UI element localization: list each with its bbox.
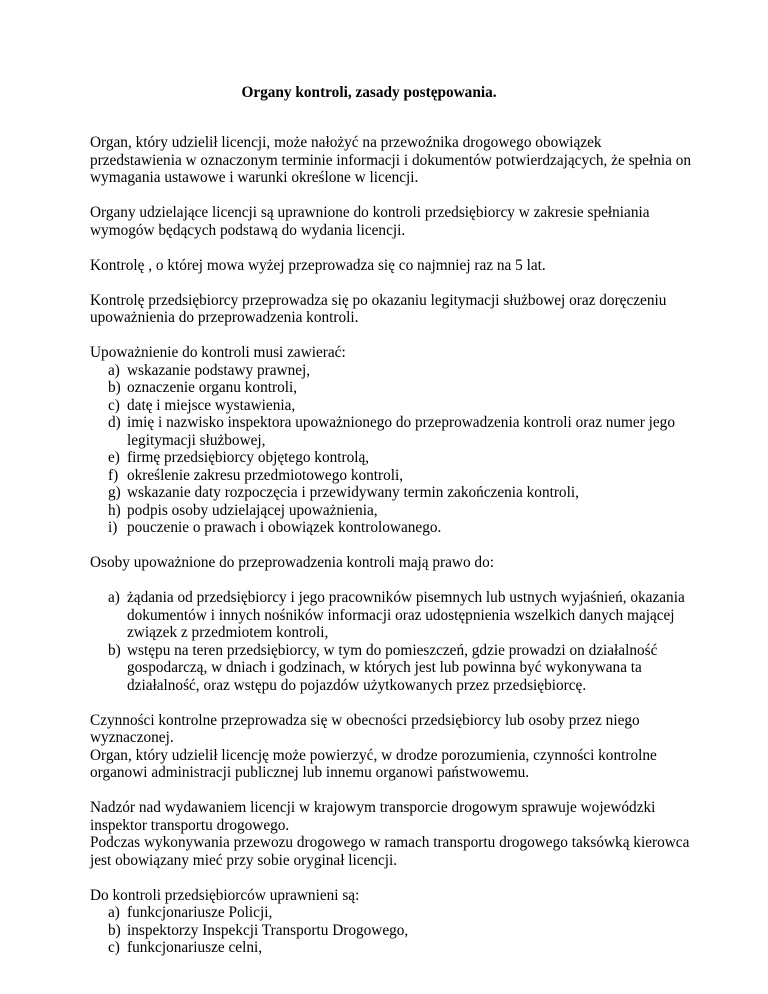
list-item-text: funkcjonariusze celni, <box>127 939 263 956</box>
spacer <box>90 694 695 712</box>
list-item-text: podpis osoby udzielającej upoważnienia, <box>127 501 378 519</box>
paragraph-5a: Czynności kontrolne przeprowadza się w obecności przedsiębiorcy lub osoby przez niego wyznaczonej. <box>90 711 640 746</box>
inspectors-list <box>90 904 695 957</box>
rights-list <box>90 589 695 694</box>
list-item <box>90 519 695 537</box>
list-item-text: pouczenie o prawach i obowiązek kontrolowanego. <box>127 519 442 536</box>
paragraph-2: Organy udzielające licencji są uprawnione do kontroli przedsiębiorcy w zakresie spełniania wymogów będących podstawą do wydania licencji. <box>90 204 650 239</box>
list-item-label: h) <box>108 501 121 519</box>
paragraph-6b: Podczas wykonywania przewozu drogowego w ramach transportu drogowego taksówką kierowca jest obowiązany mieć przy sobie oryginał licencji. <box>90 834 690 869</box>
list-item-text: firmę przedsiębiorcy objętego kontrolą, <box>127 449 370 466</box>
list-item <box>90 449 695 467</box>
list-item-label: d) <box>108 414 121 431</box>
paragraph-5b: Organ, który udzielił licencję może powierzyć, w drodze porozumienia, czynności kontrolne organowi administracji publicznej lub innemu organowi państwowemu. <box>90 746 657 781</box>
list-item-label: a) <box>108 361 120 379</box>
list-item <box>90 379 695 397</box>
paragraph-3: Kontrolę , o której mowa wyżej przeprowadza się co najmniej raz na 5 lat. <box>90 256 546 274</box>
list-item-label: f) <box>108 466 119 484</box>
list-item-text: określenie zakresu przedmiotowego kontroli, <box>127 466 404 484</box>
list-item-text: inspektorzy Inspekcji Transportu Drogowego, <box>127 921 409 939</box>
list-item-label: b) <box>108 921 121 939</box>
list-item-text: datę i miejsce wystawienia, <box>127 396 296 414</box>
list-item <box>90 642 695 695</box>
authorization-list <box>90 362 695 537</box>
list-item-text: wstępu na teren przedsiębiorcy, w tym do pomieszczeń, gdzie prowadzi on działalność gospodarczą, w dniach i godzinach, w których jest lub powinna być wykonywana ta działalność, oraz wstępu do pojazdów użytkowanych przez przedsiębiorcę. <box>127 641 658 694</box>
list-item-label: a) <box>108 589 120 606</box>
paragraph-4: Kontrolę przedsiębiorcy przeprowadza się po okazaniu legitymacji służbowej oraz doręczeniu upoważnienia do przeprowadzenia kontroli. <box>90 291 667 326</box>
list-item <box>90 467 695 485</box>
list-item-text: funkcjonariusze Policji, <box>127 904 273 921</box>
list-item <box>90 414 695 449</box>
document-title <box>0 84 768 102</box>
list-item-label: e) <box>108 449 120 466</box>
list-item <box>90 922 695 940</box>
list-item-text: wskazanie daty rozpoczęcia i przewidywany termin zakończenia kontroli, <box>127 484 579 501</box>
list-item <box>90 589 695 642</box>
paragraph-1: Organ, który udzielił licencji, może nałożyć na przewoźnika drogowego obowiązek przedstawienia w oznaczonym terminie informacji i dokumentów potwierdzających, że spełnia on wymagania ustawowe i warunki określone w licencji. <box>90 134 692 186</box>
document-body <box>90 134 695 957</box>
list-item-text: żądania od przedsiębiorcy i jego pracowników pisemnych lub ustnych wyjaśnień, okazania dokumentów i innych nośników informacji oraz udostępnienia wszelkich danych mającej związek z przedmiotem kontroli, <box>127 589 685 641</box>
list-item-label: i) <box>108 519 118 536</box>
list-item-label: c) <box>108 939 120 956</box>
list-item-label: a) <box>108 904 120 921</box>
list-item-label: b) <box>108 379 121 396</box>
list-item-label: c) <box>108 396 120 414</box>
list-item-label: b) <box>108 641 121 659</box>
list-item <box>90 502 695 520</box>
paragraph-6a: Nadzór nad wydawaniem licencji w krajowym transporcie drogowym sprawuje wojewódzki inspektor transportu drogowego. <box>90 799 656 834</box>
list-item <box>90 939 695 957</box>
list-item-text: imię i nazwisko inspektora upoważnionego do przeprowadzenia kontroli oraz numer jego legitymacji służbowej, <box>127 414 675 449</box>
list3-intro: Do kontroli przedsiębiorców uprawnieni są: <box>90 886 360 904</box>
list-item <box>90 362 695 380</box>
list-item-text: wskazanie podstawy prawnej, <box>127 361 311 379</box>
document-title-text: Organy kontroli, zasady postępowania. <box>241 84 497 101</box>
list2-intro: Osoby upoważnione do przeprowadzenia kontroli mają prawo do: <box>90 554 494 571</box>
list-item <box>90 397 695 415</box>
list-item <box>90 484 695 502</box>
list1-intro: Upoważnienie do kontroli musi zawierać: <box>90 344 346 361</box>
list-item <box>90 904 695 922</box>
spacer <box>90 572 695 590</box>
spacer <box>90 537 695 555</box>
list-item-text: oznaczenie organu kontroli, <box>127 379 298 396</box>
list-item-label: g) <box>108 484 121 501</box>
